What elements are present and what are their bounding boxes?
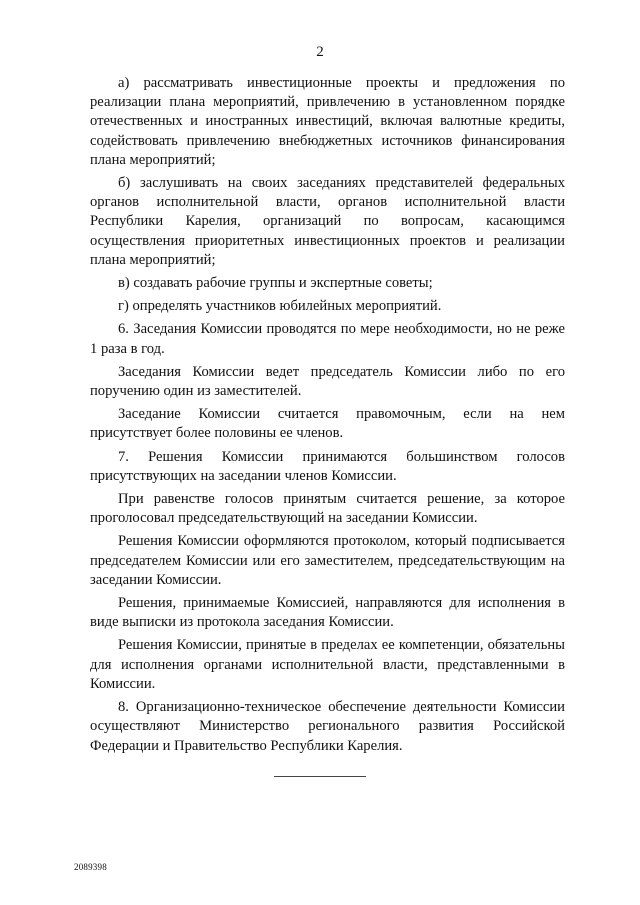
end-divider bbox=[274, 776, 366, 777]
paragraph-tie-vote: При равенстве голосов принятым считается решение, за которое проголосовал председательствующий на заседании Комиссии. bbox=[90, 491, 565, 527]
paragraph-extract: Решения, принимаемые Комиссией, направляются для исполнения в виде выписки из протокола заседания Комиссии. bbox=[90, 595, 565, 631]
page-number: 2 bbox=[316, 44, 324, 60]
paragraph-g: г) определять участников юбилейных мероприятий. bbox=[118, 298, 442, 315]
paragraph-a: а) рассматривать инвестиционные проекты и предложения по реализации плана мероприятий, привлечению в установленном порядке отечественных и иностранных инвестиций, включая валютные кредиты, содействовать привлечению внебюджетных источников финансирования плана мероприятий; bbox=[90, 75, 565, 168]
paragraph-b: б) заслушивать на своих заседаниях представителей федеральных органов исполнительной власти, органов исполнительной власти Республики Карелия, организаций по вопросам, касающимся осуществления приоритетных инвестиционных проектов и реализации плана мероприятий; bbox=[90, 175, 565, 268]
paragraph-6: 6. Заседания Комиссии проводятся по мере необходимости, но не реже 1 раза в год. bbox=[90, 321, 565, 357]
paragraph-chair: Заседания Комиссии ведет председатель Комиссии либо по его поручению один из заместителей. bbox=[90, 363, 565, 400]
paragraph-7: 7. Решения Комиссии принимаются большинством голосов присутствующих на заседании членов Комиссии. bbox=[90, 448, 565, 484]
paragraph-protocol: Решения Комиссии оформляются протоколом, который подписывается председателем Комиссии или его заместителем, председательствующим на заседании Комиссии. bbox=[90, 533, 565, 588]
document-body bbox=[90, 74, 565, 760]
paragraph-8: 8. Организационно-техническое обеспечение деятельности Комиссии осуществляют Министерство регионального развития Российской Федерации и Правительство Республики Карелия. bbox=[90, 699, 565, 754]
paragraph-quorum: Заседание Комиссии считается правомочным, если на нем присутствует более половины ее членов. bbox=[90, 406, 565, 442]
paragraph-v: в) создавать рабочие группы и экспертные советы; bbox=[118, 275, 433, 292]
document-code: 2089398 bbox=[74, 862, 107, 872]
paragraph-binding: Решения Комиссии, принятые в пределах ее компетенции, обязательны для исполнения органами исполнительной власти, представленными в Комиссии. bbox=[90, 637, 565, 692]
